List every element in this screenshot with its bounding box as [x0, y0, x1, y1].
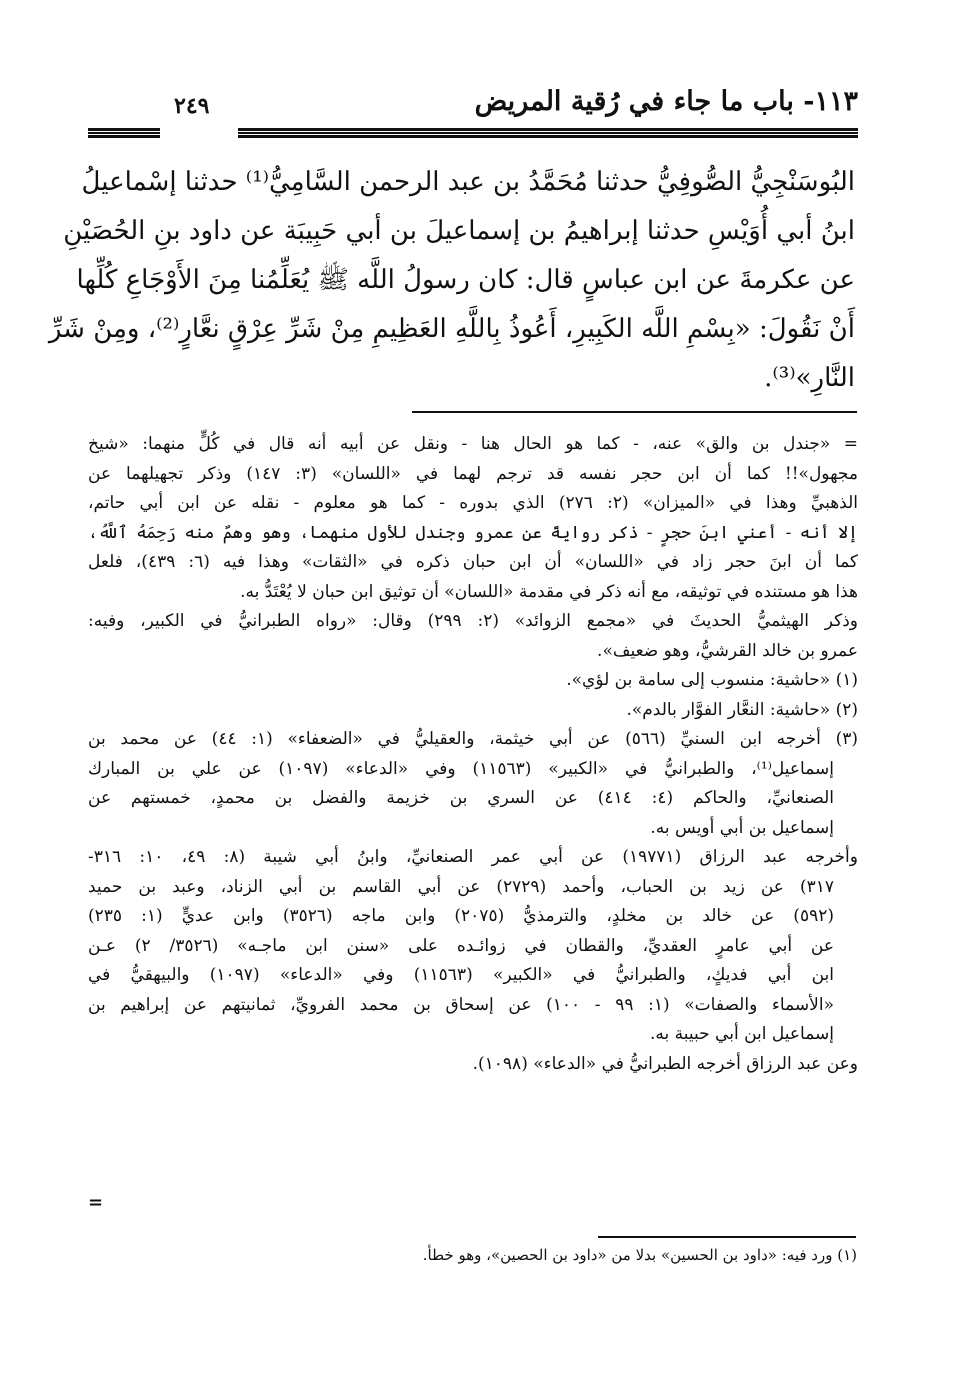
note-line: عن أبي عامرٍ العقديِّ، والقطان في زوائـده على «سنن ابن ماجـه» (٣٥٢٦/ ٢) عـن	[88, 935, 835, 956]
note-line: إسماعيل ابن أبي حبيبة به.	[649, 1024, 834, 1044]
note-line: = «جندل بن والق» عنه، - كما هو الحال هنا - ونقل عن أبيه أنه قال في كُلٍّ منهما: «شيخ	[88, 434, 858, 454]
continuation-mark: =	[88, 1192, 104, 1213]
text-line: البُوسَنْجِيُّ الصُّوفِيُّ حدثنا مُحَمَّدُ بن عبد الرحمن السَّامِيُّ⁽¹⁾ حدثنا إسْماعيلُ	[81, 167, 855, 197]
note-line: الصنعانيِّ، والحاكم (٤: ٤١٤) عن السري بن خزيمة والفضل بن محمدٍ، خمستهم عن	[88, 788, 834, 808]
note-line: كما أن ابنَ حجر زاد في «اللسان» أن ابن حبان ذكره في «الثقات» وهذا فيه (٦: ٤٣٩)، فلعل	[88, 552, 858, 572]
text-line: النَّارِ»⁽³⁾.	[764, 363, 855, 393]
editor-notes	[88, 430, 858, 1079]
note-line: إلا أنه - أعني ابنَ حجرٍ - ذكر روايةً عن عمرو وجندل للأول منهما، وهو وهمٌ منه رَحِمَهُ ٱللَّهُ،	[88, 522, 858, 543]
footnote-separator	[598, 1236, 856, 1238]
note-line: «الأسماء والصفات» (١: ٩٩ - ١٠٠) عن إسحاق بن محمد الفرويِّ، ثمانيتهم عن إبراهيم بن	[88, 994, 834, 1015]
header-rule-right	[238, 128, 858, 138]
chapter-title: ١١٣- باب ما جاء في رُقية المريض	[474, 86, 858, 117]
note-line: (٢) «حاشية: النعَّار الفوَّار بالدم».	[626, 699, 858, 720]
text-line: عن عكرمةَ عن ابن عباسٍ قال: كان رسولُ اللَّه ﷺ يُعَلِّمُنا مِنَ الأَوْجَاعِ كُلِّها	[76, 265, 855, 295]
note-line: (١) «حاشية: منسوب إلى سامة بن لؤي».	[566, 670, 858, 690]
note-line: وأخرجه عبد الرزاق (١٩٧٧١) عن أبي عمر الصنعانيِّ، وابنُ أبي شيبة (٨: ٤٩، ١٠: ٣١٦-	[88, 847, 858, 867]
text-line: أَنْ نَقُولَ: «بِسْمِ اللَّه الكَبِيرِ، أَعُوذُ بِاللَّهِ العَظِيمِ مِنْ شَرِّ عِرْقٍ نعَّارٍ⁽²⁾، ومِنْ شَرِّ	[48, 314, 855, 344]
note-line: وعن عبد الرزاق أخرجه الطبرانيُّ في «الدعاء» (١٠٩٨).	[472, 1053, 858, 1074]
hadith-text	[48, 158, 855, 403]
note-line: الذهبيِّ وهذا في «الميزان» (٢: ٢٧٦) الذي بدوره - كما هو معلوم - نقله عن ابن أبي حاتم،	[88, 493, 858, 513]
note-line: مجهول»!! كما أن ابن حجر نفسه قد ترجم لهما في «اللسان» (٣: ١٤٧) وذكر تجهيلهما عن	[88, 463, 858, 484]
note-line: ٣١٧) عن زيد بن الحباب، وأحمد (٢٧٢٩) عن أبي القاسم بن أبي الزناد، وعبد بن حميد	[88, 876, 835, 897]
notes-separator	[412, 411, 857, 413]
note-line: هذا هو مستنده في توثيقه، مع أنه ذكر في مقدمة «اللسان» أن توثيق ابن حبان لا يُعْتَدُّ به.	[240, 581, 858, 602]
note-line: (٥٩٢) عن خالد بن مخلدٍ، والترمذيُّ (٢٠٧٥) وابن ماجه (٣٥٢٦) وابن عديٍّ (١: ٢٣٥)	[88, 906, 834, 926]
text-line: ابنُ أبي أُوَيْسِ حدثنا إبراهيمُ بن إسماعيلَ بن أبي حَبِيبَة عن داود بنِ الحُصَيْنِ	[63, 216, 855, 246]
note-line: إسماعيل بن أبي أويس به.	[650, 817, 834, 838]
note-line: وذكر الهيثميُّ الحديثَ في «مجمع الزوائد» (٢: ٢٩٩) وقال: «رواه الطبرانيُّ في الكبير، وفيه:	[88, 611, 858, 631]
note-line: (٣) أخرجه ابن السنيِّ (٥٦٦) عن أبي خيثمة، والعقيليُّ في «الضعفاء» (١: ٤٤) عن محمد بن	[88, 729, 858, 749]
page-number: ٢٤٩	[174, 93, 210, 119]
note-line: ابن أبي فديكٍ، والطبرانيُّ في «الكبير» (١١٥٦٣) وفي «الدعاء» (١٠٩٧) والبيهقيُّ في	[88, 965, 835, 985]
header-rule-left	[88, 128, 160, 138]
note-line: إسماعيل⁽¹⁾، والطبرانيُّ في «الكبير» (١١٥٦٣) وفي «الدعاء» (١٠٩٧) عن علي بن المبارك	[88, 758, 834, 779]
footnote: (١) ورد فيه: «داود بن الحسين» بدلا من «داود بن الحصين»، وهو خطأ.	[422, 1246, 857, 1264]
note-line: عمرو بن خالد القرشيُّ، وهو ضعيف».	[597, 640, 858, 661]
page-header	[88, 84, 858, 146]
